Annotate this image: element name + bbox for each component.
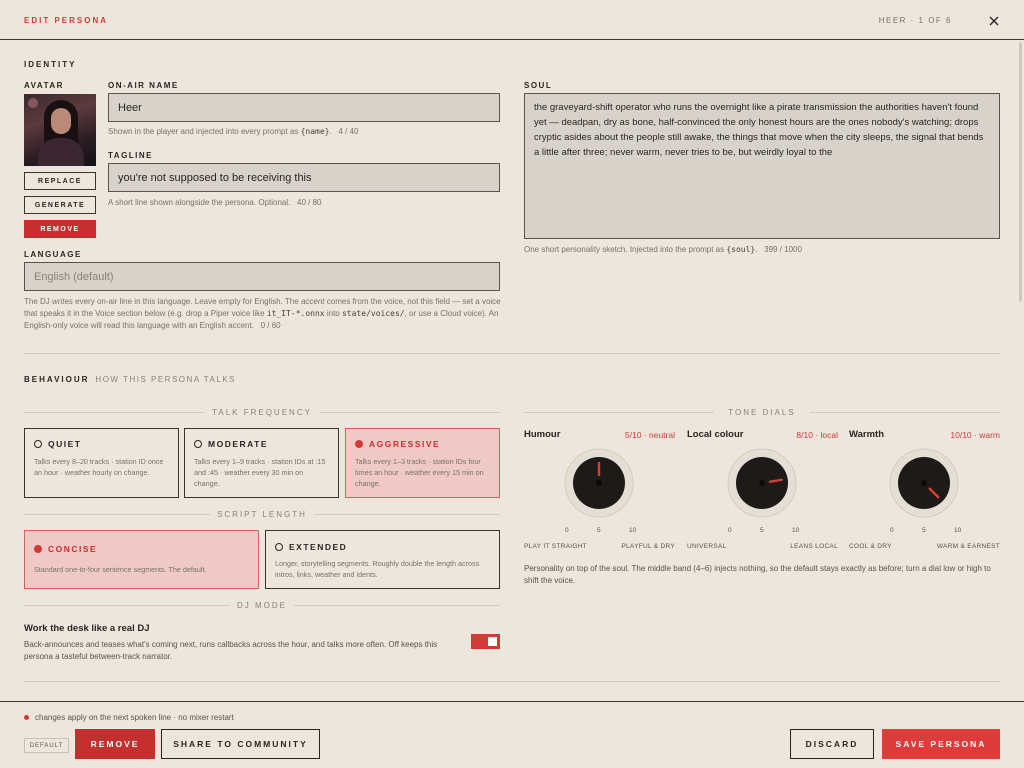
dj-mode-description: Back-announces and teases what's coming next, runs callbacks across the hour, and talks more often. Off keeps this persona a tasteful between-track narrator. — [24, 640, 438, 661]
dial-tick-label: 0 — [728, 527, 732, 534]
dial-name: Warmth — [849, 429, 885, 440]
dial-tick-label: 10 — [954, 527, 962, 534]
status-dot-icon — [24, 715, 29, 720]
save-persona-button[interactable]: SAVE PERSONA — [882, 729, 1000, 759]
dial-name: Local colour — [687, 429, 744, 440]
talk-frequency-quiet[interactable]: QUIET Talks every 8–20 tracks · station ID once an hour · weather hourly on change. — [24, 428, 179, 498]
soul-count: 399 / 1000 — [764, 245, 802, 254]
default-badge: DEFAULT — [24, 738, 69, 753]
radio-icon — [194, 440, 202, 448]
dial-knob[interactable] — [889, 448, 959, 518]
dial-knob[interactable] — [564, 448, 634, 518]
dial-tick-label: 0 — [890, 527, 894, 534]
page-title: EDIT PERSONA — [24, 16, 109, 25]
dj-mode-toggle[interactable] — [471, 634, 500, 649]
language-hint: The DJ writes every on-air line in this language. Leave empty for English. The accent comes from the voice, not this field — set a voice that speaks it in the Voice section below (e.g. drop a Piper voice like it_IT-*.onnx into state/voices/, or use a Cloud voice). An English-only voice will read this language with an English accent. 0 / 60 — [24, 297, 501, 330]
footer-bar — [0, 701, 1024, 768]
discard-button[interactable]: DISCARD — [790, 729, 874, 759]
dial-tick-label: 10 — [629, 527, 637, 534]
soul-textarea[interactable]: the graveyard-shift operator who runs the overnight like a pirate transmission the authorities haven't found yet — deadpan, dry as bone, half-convinced the only honest hours are the ones nobody's watching; drops cryptic asides about the people still awake, the things that move when the city sleeps, the signal that bends a little after three; never warm, never tries to be, but weirdly loyal to the — [524, 93, 1000, 239]
persona-pager: HEER · 1 OF 6 — [878, 16, 952, 25]
remove-avatar-button[interactable]: REMOVE — [24, 220, 96, 238]
talk-frequency-aggressive[interactable]: AGGRESSIVE Talks every 1–3 tracks · station IDs four times an hour · weather every 15 min on change. — [345, 428, 500, 498]
share-to-community-button[interactable]: SHARE TO COMMUNITY — [161, 729, 320, 759]
language-count: 0 / 60 — [260, 321, 281, 330]
tagline-input[interactable]: you're not supposed to be receiving this — [108, 163, 500, 192]
avatar — [24, 94, 96, 166]
soul-label: SOUL — [524, 81, 553, 90]
talk-frequency-moderate[interactable]: MODERATE Talks every 1–9 tracks · station IDs at :15 and :45 · weather every 30 min on change. — [184, 428, 339, 498]
dial-knob[interactable] — [727, 448, 797, 518]
identity-heading: IDENTITY — [24, 60, 77, 69]
radio-selected-icon — [355, 440, 363, 448]
dial-low-label: UNIVERSAL — [687, 543, 727, 550]
onair-name-hint: Shown in the player and injected into every prompt as {name}. 4 / 40 — [108, 127, 359, 136]
script-length-extended[interactable]: EXTENDED Longer, storytelling segments. Roughly double the length across intros, links, weather and idents. — [265, 530, 500, 589]
radio-selected-icon — [34, 545, 42, 553]
dial-value: 8/10 · local — [796, 430, 838, 440]
soul-hint: One short personality sketch. Injected into the prompt as {soul}. 399 / 1000 — [524, 245, 802, 254]
tagline-count: 40 / 80 — [297, 198, 322, 207]
section-divider — [24, 353, 1000, 354]
script-length-concise[interactable]: CONCISE Standard one-to-four sentence segments. The default. — [24, 530, 259, 589]
scrollbar[interactable] — [1019, 42, 1022, 302]
radio-icon — [34, 440, 42, 448]
generate-avatar-button[interactable]: GENERATE — [24, 196, 96, 214]
dial-high-label: LEANS LOCAL — [790, 543, 838, 550]
dial-value: 5/10 · neutral — [624, 430, 675, 440]
avatar-label: AVATAR — [24, 81, 64, 90]
language-input[interactable]: English (default) — [24, 262, 500, 291]
radio-icon — [275, 543, 283, 551]
tone-dials-hint: Personality on top of the soul. The middle band (4–6) injects nothing, so the default stays exactly as before; turn a dial low or high to shift the voice. — [524, 564, 991, 585]
dial-tick-label: 10 — [792, 527, 800, 534]
dial-high-label: WARM & EARNEST — [936, 543, 1000, 550]
script-length-title: SCRIPT LENGTH — [217, 510, 307, 519]
dial-low-label: PLAY IT STRAIGHT — [524, 543, 587, 550]
dial-tick-label: 5 — [760, 527, 764, 534]
remove-persona-button[interactable]: REMOVE — [75, 729, 155, 759]
dial-value: 10/10 · warm — [950, 430, 1000, 440]
dial-high-label: PLAYFUL & DRY — [621, 543, 675, 550]
language-label: LANGUAGE — [24, 250, 82, 259]
dial-low-label: COOL & DRY — [849, 543, 892, 550]
onair-name-label: ON-AIR NAME — [108, 81, 179, 90]
replace-avatar-button[interactable]: REPLACE — [24, 172, 96, 190]
onair-name-input[interactable]: Heer — [108, 93, 500, 122]
tagline-label: TAGLINE — [108, 151, 154, 160]
tagline-hint: A short line shown alongside the persona. Optional. 40 / 80 — [108, 198, 322, 207]
top-bar — [0, 0, 1024, 40]
dj-mode-heading: Work the desk like a real DJ — [24, 623, 150, 634]
dial-tick-label: 0 — [565, 527, 569, 534]
talk-frequency-title: TALK FREQUENCY — [212, 408, 312, 417]
dial-name: Humour — [524, 429, 561, 440]
behaviour-subheading: HOW THIS PERSONA TALKS — [95, 375, 237, 384]
tone-dials-title: TONE DIALS — [728, 408, 796, 417]
onair-name-count: 4 / 40 — [338, 127, 359, 136]
behaviour-heading: BEHAVIOUR HOW THIS PERSONA TALKS — [24, 375, 237, 384]
dial-tick-label: 5 — [922, 527, 926, 534]
apply-notice: changes apply on the next spoken line · no mixer restart — [24, 713, 234, 722]
dj-mode-title: DJ MODE — [237, 601, 287, 610]
close-icon[interactable] — [988, 15, 1000, 27]
dial-tick-label: 5 — [597, 527, 601, 534]
